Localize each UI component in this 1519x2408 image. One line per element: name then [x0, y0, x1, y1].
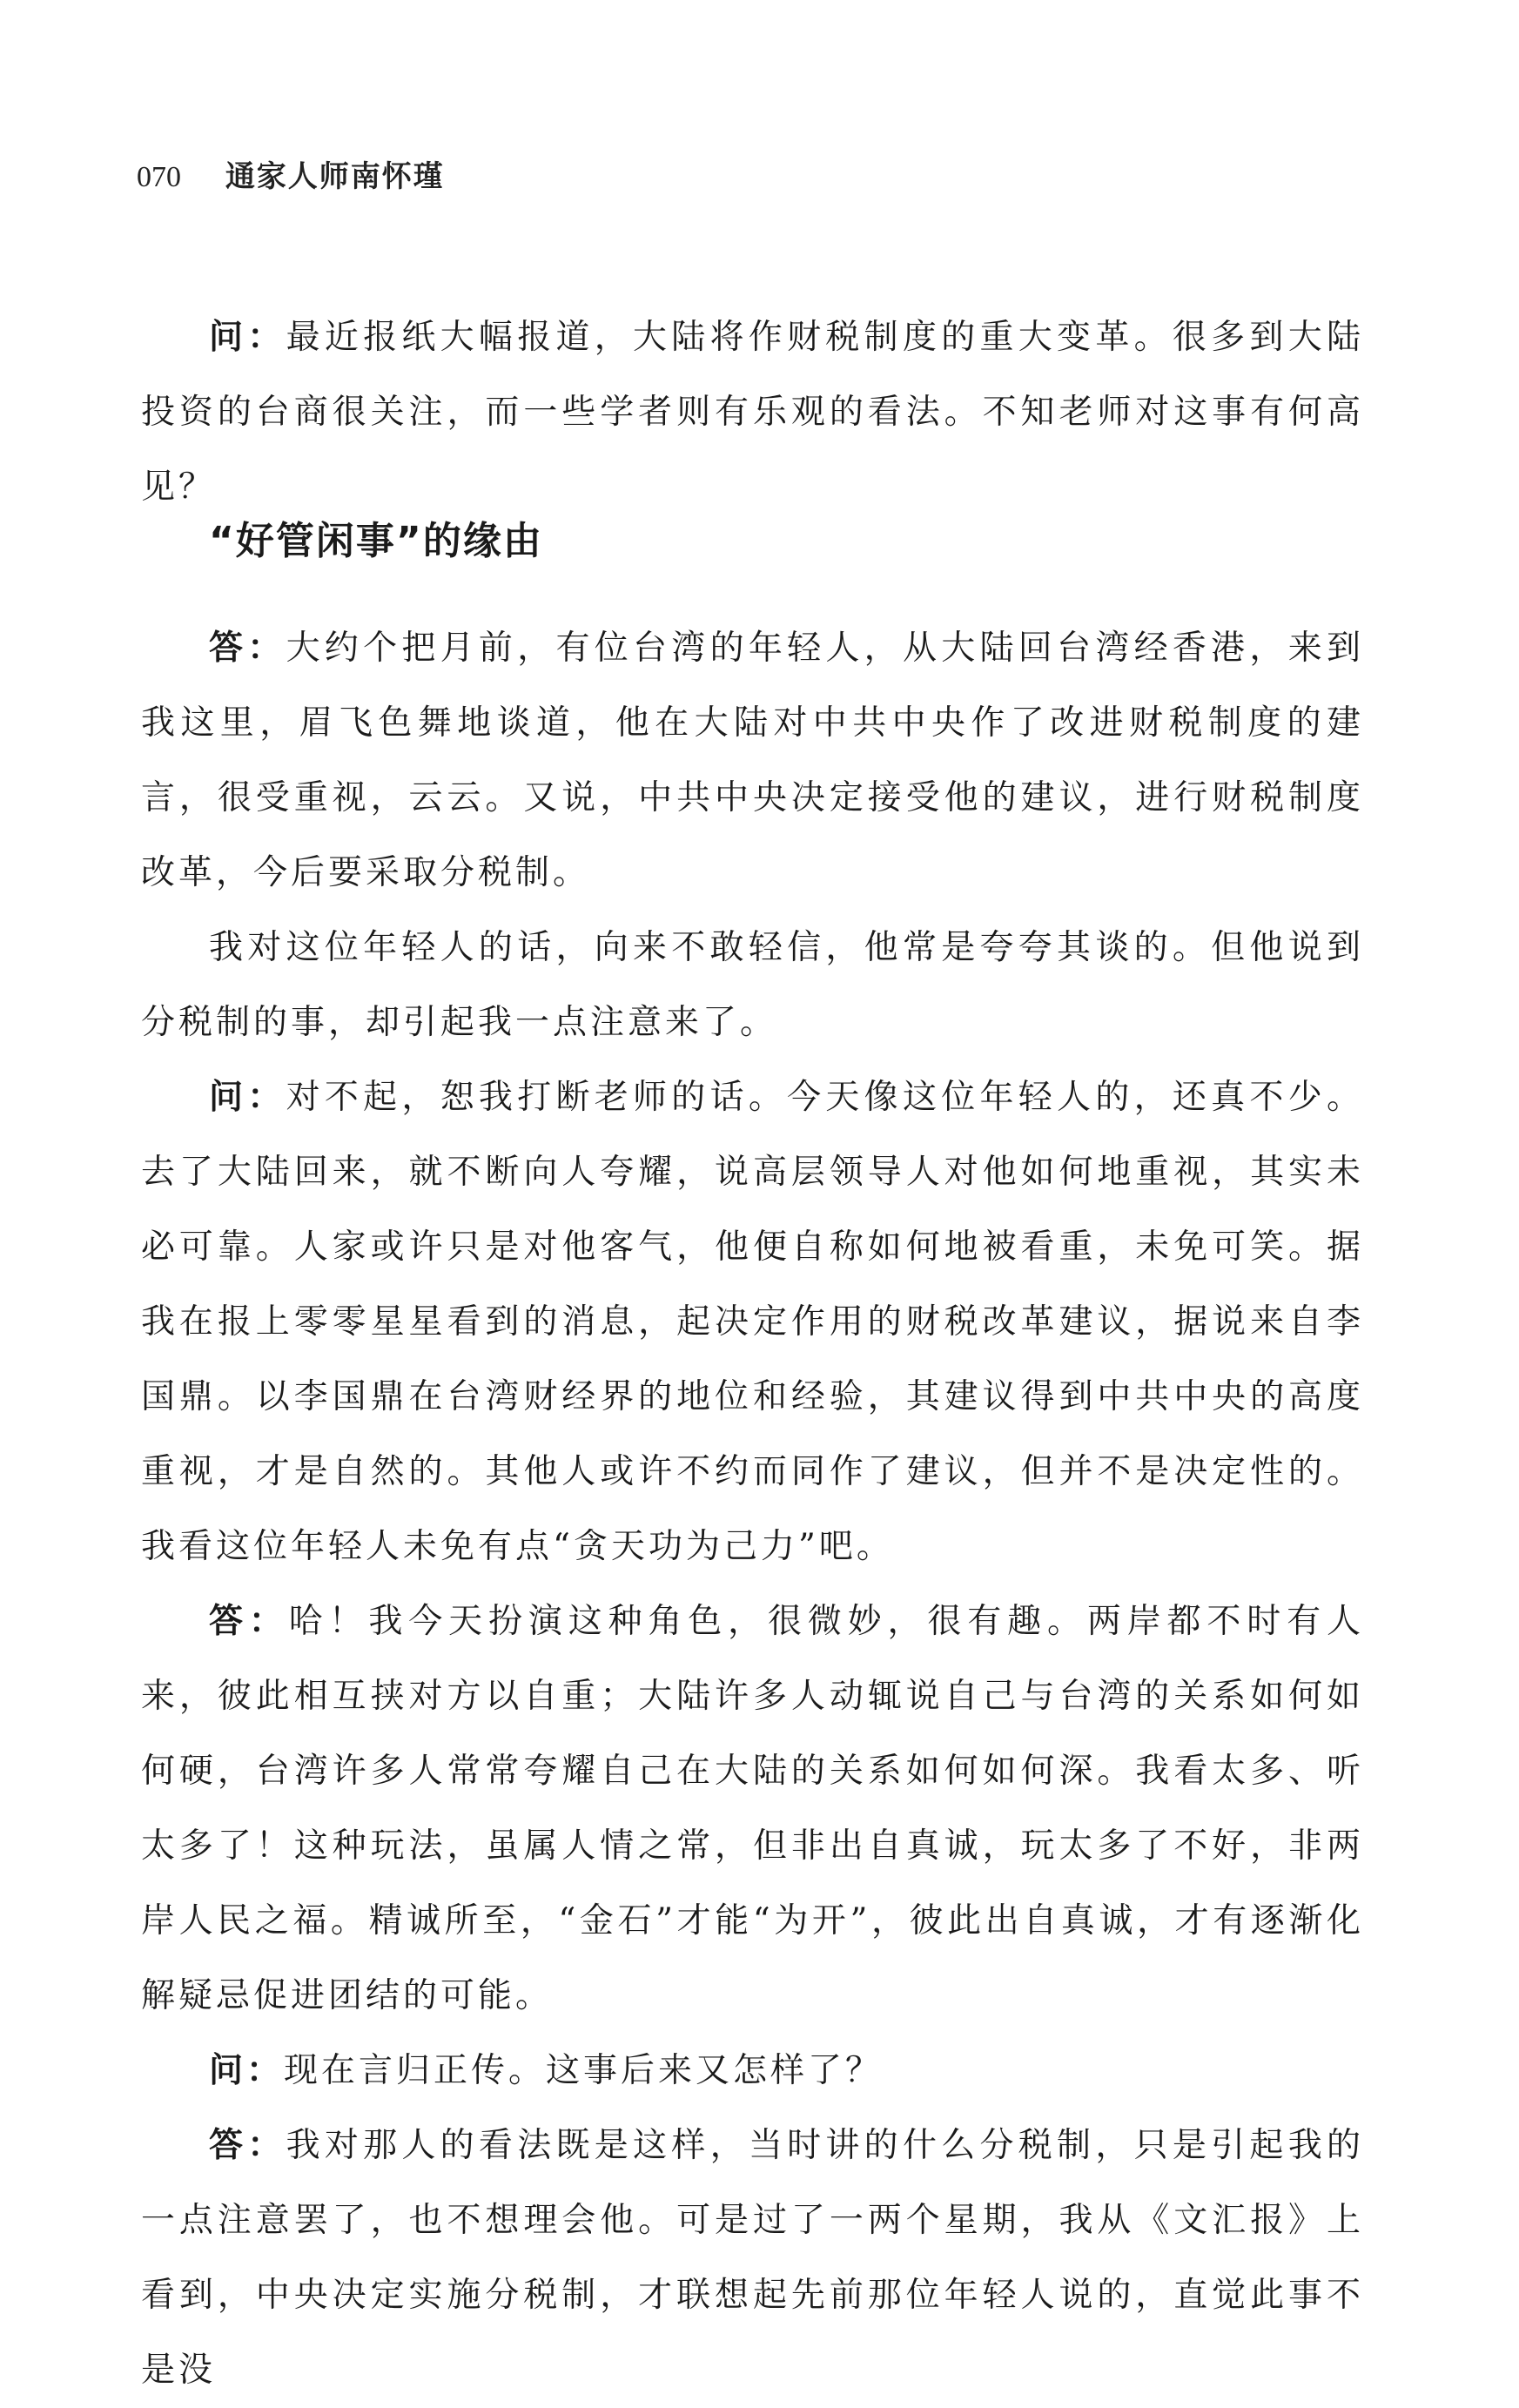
answer-paragraph [141, 2109, 1364, 2408]
question-paragraph [141, 1060, 1364, 1584]
page-number: 070 [137, 161, 181, 193]
question-label: 问： [209, 1078, 286, 1117]
answer-label: 答： [209, 1602, 289, 1641]
main-text [141, 611, 1364, 2408]
running-header [137, 157, 445, 198]
answer-paragraph [141, 1584, 1364, 2034]
section-title: “好管闲事”的缘由 [209, 519, 543, 563]
book-title: 通家人师南怀瑾 [225, 159, 445, 194]
question-paragraph [141, 2034, 1364, 2109]
paragraph-text: 我对那人的看法既是这样，当时讲的什么分税制，只是引起我的一点注意罢了，也不想理会他。可是过了一两个星期，我从《文汇报》上看到，中央决定实施分税制，才联想起先前那位年轻人说的，直觉此事不是没 [141, 2126, 1364, 2390]
question-paragraph [141, 300, 1364, 525]
paragraph-text: 现在言归正传。这事后来又怎样了？ [284, 2051, 884, 2090]
question-label: 问： [209, 2051, 285, 2090]
answer-label: 答： [209, 629, 286, 668]
intro-question [141, 300, 1364, 525]
paragraph-text: 对不起，恕我打断老师的话。今天像这位年轻人的，还真不少。去了大陆回来，就不断向人夸耀，说高层领导人对他如何地重视，其实未必可靠。人家或许只是对他客气，他便自称如何地被看重，未免可笑。据我在报上零零星星看到的消息，起决定作用的财税改革建议，据说来自李国鼎。以李国鼎在台湾财经界的地位和经验，其建议得到中共中央的高度重视，才是自然的。其他人或许不约而同作了建议，但并不是决定性的。我看这位年轻人未免有点“贪天功为己力”吧。 [141, 1078, 1364, 1566]
paragraph-text: 哈！我今天扮演这种角色，很微妙，很有趣。两岸都不时有人来，彼此相互挟对方以自重；大陆许多人动辄说自己与台湾的关系如何如何硬，台湾许多人常常夸耀自己在大陆的关系如何如何深。我看太多、听太多了！这种玩法，虽属人情之常，但非出自真诚，玩太多了不好，非两岸人民之福。精诚所至，“金石”才能“为开”，彼此出自真诚，才有逐渐化解疑忌促进团结的可能。 [141, 1602, 1364, 2015]
paragraph-text: 大约个把月前，有位台湾的年轻人，从大陆回台湾经香港，来到我这里，眉飞色舞地谈道，他在大陆对中共中央作了改进财税制度的建言，很受重视，云云。又说，中共中央决定接受他的建议，进行财税制度改革，今后要采取分税制。 [141, 629, 1364, 892]
answer-paragraph [141, 611, 1364, 911]
paragraph-text: 我对这位年轻人的话，向来不敢轻信，他常是夸夸其谈的。但他说到分税制的事，却引起我一点注意来了。 [141, 928, 1364, 1042]
question-label: 问： [209, 318, 286, 357]
answer-label: 答： [209, 2126, 286, 2165]
body-paragraph [141, 911, 1364, 1060]
paragraph-text: 最近报纸大幅报道，大陆将作财税制度的重大变革。很多到大陆投资的台商很关注，而一些学者则有乐观的看法。不知老师对这事有何高见？ [141, 318, 1364, 507]
